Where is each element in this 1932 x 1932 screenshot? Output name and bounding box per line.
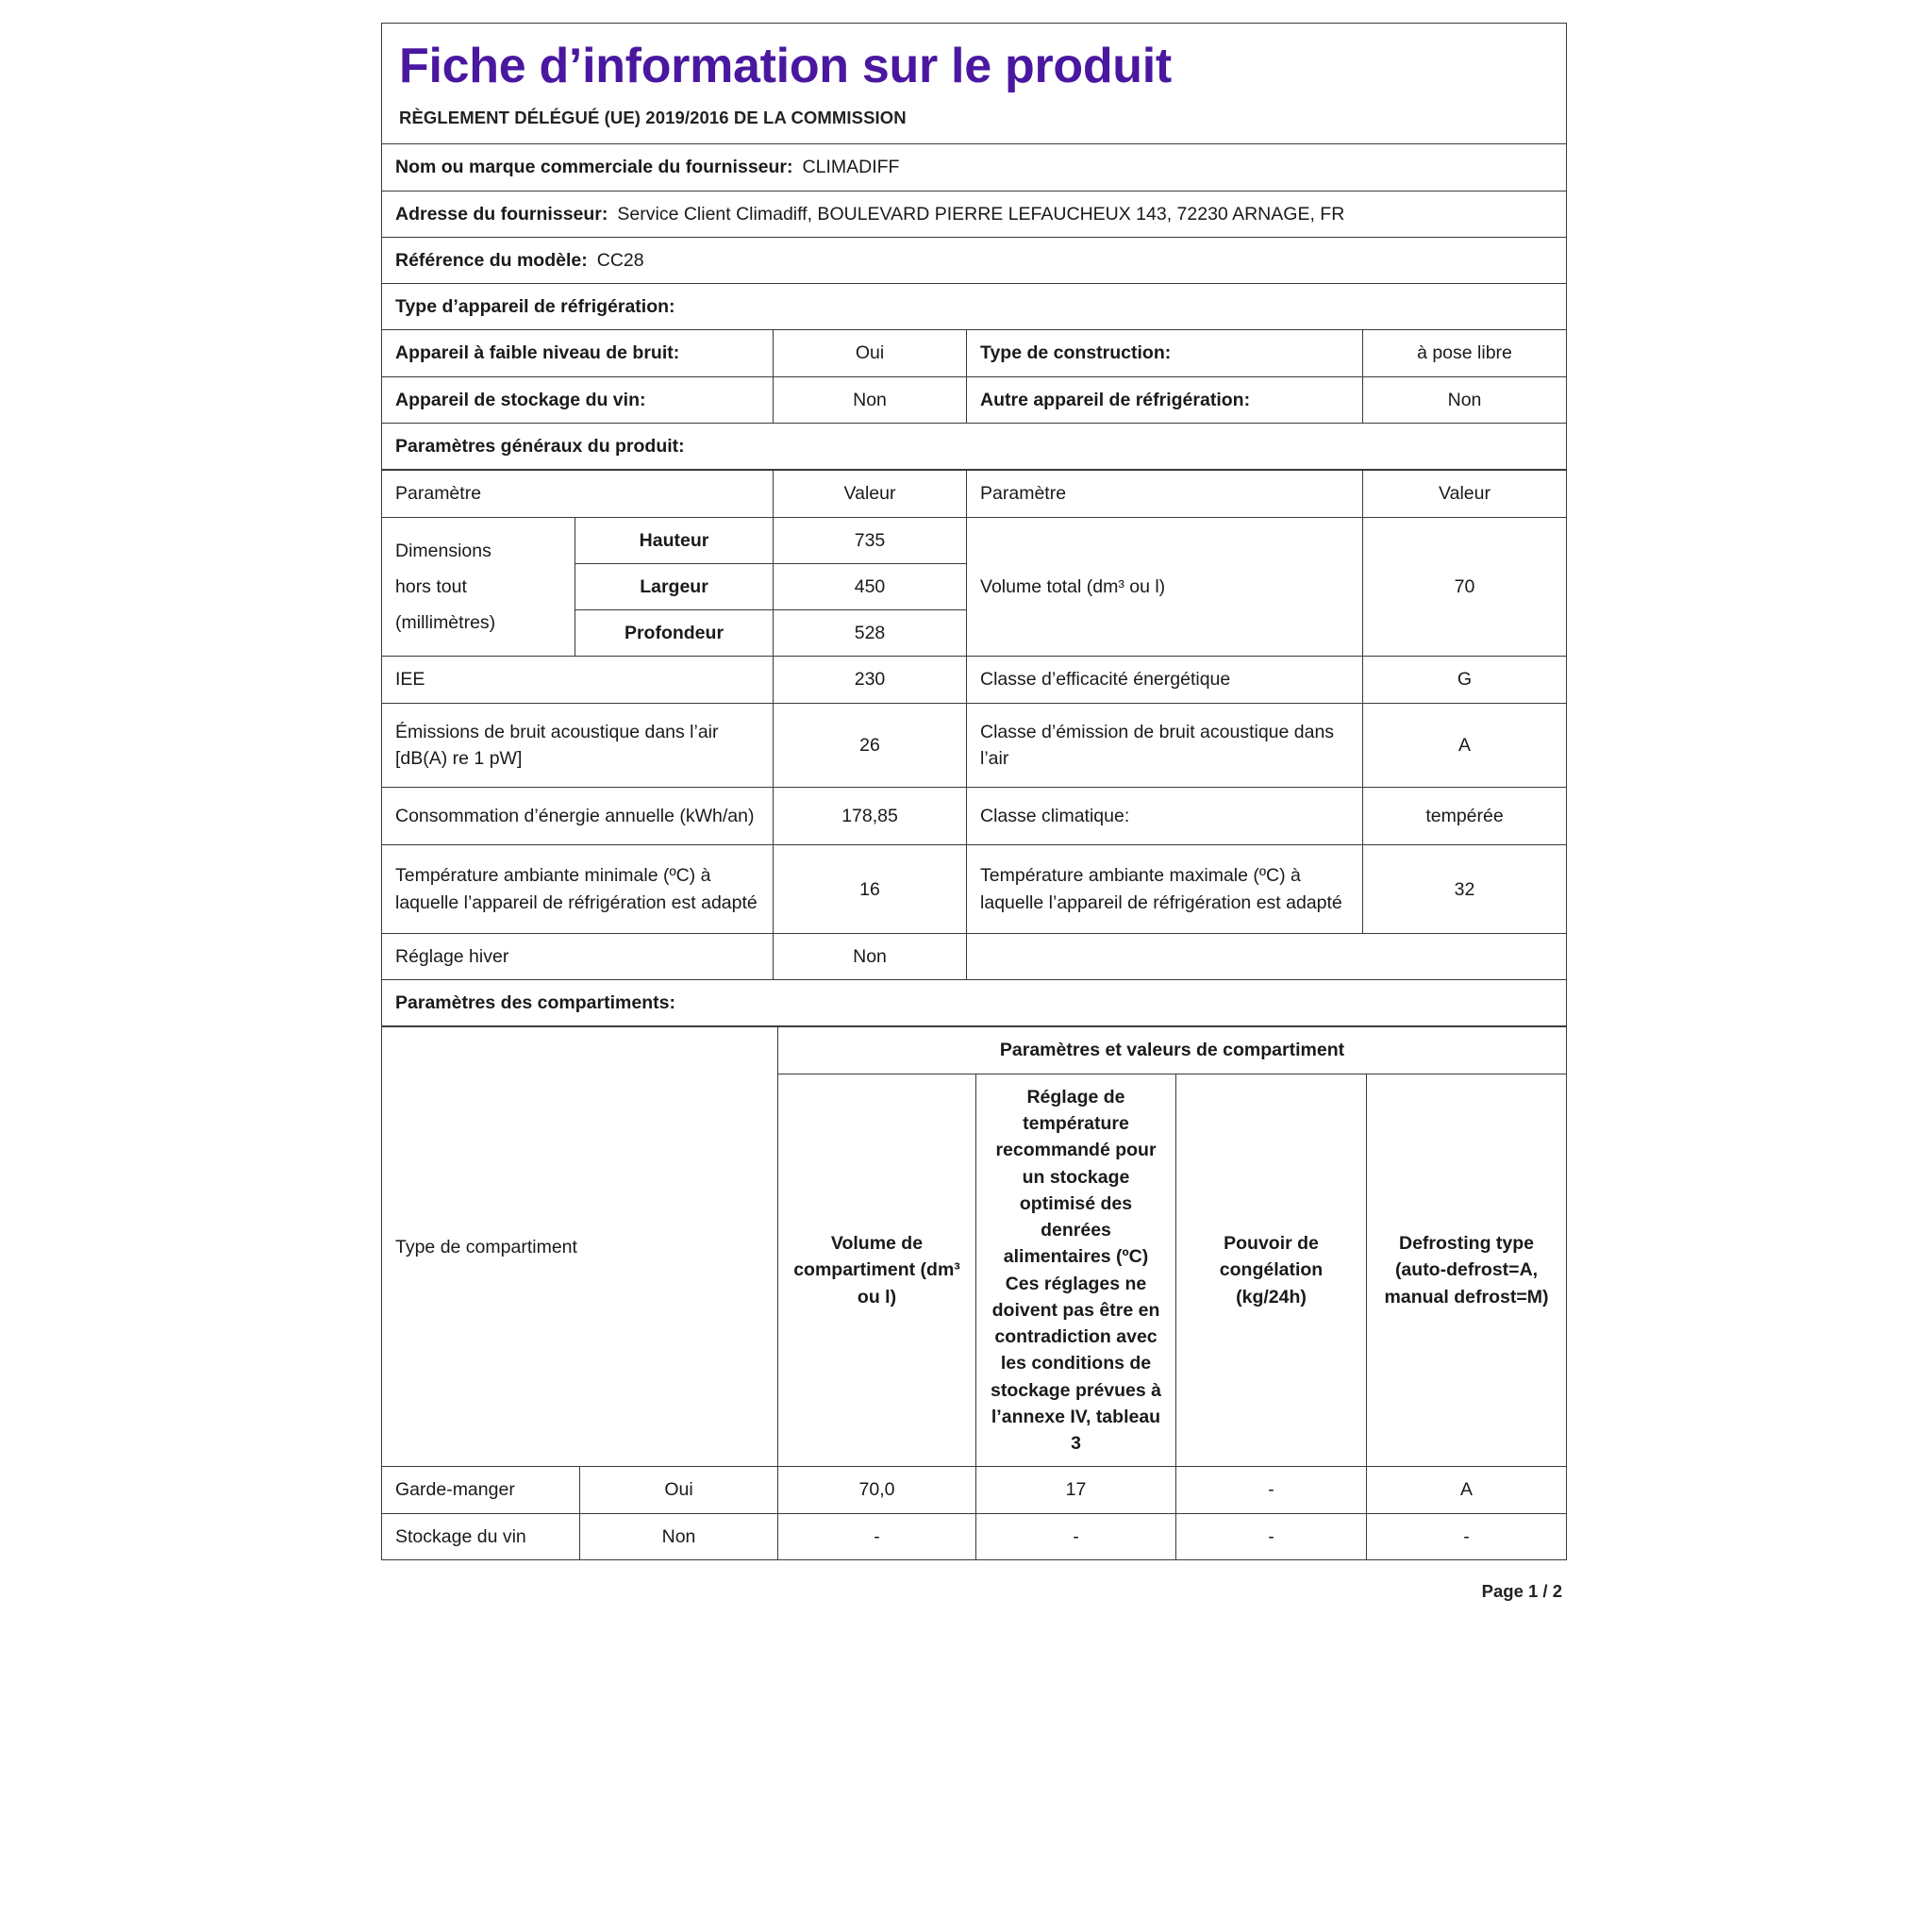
total-volume-value: 70 [1363, 517, 1567, 657]
compartment-group-header-row [382, 1027, 1567, 1074]
model-reference-label: Référence du modèle: [395, 249, 588, 271]
compartment-row-type-wine: Stockage du vin [382, 1513, 580, 1559]
construction-type-value: à pose libre [1363, 330, 1567, 376]
dimension-name-hauteur: Hauteur [575, 517, 774, 563]
annual-consumption-label: Consommation d’énergie annuelle (kWh/an) [382, 788, 774, 845]
compartment-volume-header: Volume de compartiment (dm³ ou l) [778, 1074, 976, 1467]
annual-consumption-row [382, 788, 1567, 845]
model-reference-value: CC28 [596, 249, 644, 271]
low-noise-label: Appareil à faible niveau de bruit: [382, 330, 774, 376]
general-column-header-row [382, 471, 1567, 517]
winter-setting-label: Réglage hiver [382, 933, 774, 979]
ambient-max-label: Température ambiante maximale (ºC) à laquelle l’appareil de réfrigération est adapté [967, 845, 1363, 934]
winter-setting-value: Non [774, 933, 967, 979]
supplier-address-value: Service Client Climadiff, BOULEVARD PIERRE LEFAUCHEUX 143, 72230 ARNAGE, FR [617, 203, 1345, 225]
compartment-temperature-header: Réglage de température recommandé pour un stockage optimisé des denrées alimentaires (ºC) Ces réglages ne doivent pas être en contradiction avec les conditions de stockage prévues à l’annexe IV, tableau 3 [976, 1074, 1176, 1467]
compartment-row-temperature-pantry: 17 [976, 1467, 1176, 1513]
wine-storage-value: Non [774, 376, 967, 423]
compartment-row-defrost-pantry: A [1367, 1467, 1567, 1513]
compartments-heading: Paramètres des compartiments: [382, 980, 1567, 1026]
supplier-name-value: CLIMADIFF [802, 157, 900, 178]
dimension-name-profondeur: Profondeur [575, 610, 774, 657]
column-header-value-right: Valeur [1363, 471, 1567, 517]
dimension-value-largeur: 450 [774, 563, 967, 609]
compartment-defrosting-type-header: Defrosting type (auto-defrost=A, manual defrost=M) [1367, 1074, 1567, 1467]
noise-emission-value: 26 [774, 703, 967, 788]
winter-setting-row [382, 933, 1567, 979]
compartment-row-power-wine: - [1176, 1513, 1367, 1559]
other-appliance-value: Non [1363, 376, 1567, 423]
compartment-row-present-wine: Non [580, 1513, 778, 1559]
iee-label: IEE [382, 657, 774, 703]
fiche-sheet [381, 23, 1566, 1560]
dimension-value-profondeur: 528 [774, 610, 967, 657]
page-footer: Page 1 / 2 [1481, 1580, 1562, 1601]
low-noise-value: Oui [774, 330, 967, 376]
dimensions-label-line3: (millimètres) [395, 612, 496, 634]
climate-class-value: tempérée [1363, 788, 1567, 845]
ambient-temperature-row [382, 845, 1567, 934]
supplier-address-row [382, 191, 1567, 237]
supplier-address-label: Adresse du fournisseur: [395, 203, 608, 225]
low-noise-row [382, 330, 1567, 376]
noise-class-value: A [1363, 703, 1567, 788]
column-header-parameter-left: Paramètre [382, 471, 774, 517]
annual-consumption-value: 178,85 [774, 788, 967, 845]
general-parameters-heading: Paramètres généraux du produit: [382, 424, 1567, 470]
dimension-value-hauteur: 735 [774, 517, 967, 563]
dimensions-label-cell [382, 517, 575, 657]
title-cell [382, 24, 1567, 144]
general-parameters-table [381, 470, 1567, 1026]
compartment-row-power-pantry: - [1176, 1467, 1367, 1513]
compartment-row-volume-wine: - [778, 1513, 976, 1559]
total-volume-label: Volume total (dm³ ou l) [967, 517, 1363, 657]
compartment-row-temperature-wine: - [976, 1513, 1176, 1559]
noise-emission-label: Émissions de bruit acoustique dans l’air [dB(A) re 1 pW] [382, 703, 774, 788]
compartment-row-type-pantry: Garde-manger [382, 1467, 580, 1513]
page-title: Fiche d’information sur le produit [399, 39, 1172, 93]
winter-setting-empty-cell [967, 933, 1567, 979]
compartment-row-present-pantry: Oui [580, 1467, 778, 1513]
supplier-address-cell [382, 191, 1567, 237]
supplier-name-row [382, 144, 1567, 191]
other-appliance-label: Autre appareil de réfrigération: [967, 376, 1363, 423]
construction-type-label: Type de construction: [967, 330, 1363, 376]
wine-storage-row [382, 376, 1567, 423]
column-header-parameter-right: Paramètre [967, 471, 1363, 517]
climate-class-label: Classe climatique: [967, 788, 1363, 845]
model-reference-cell [382, 237, 1567, 283]
noise-class-label: Classe d’émission de bruit acoustique dans l’air [967, 703, 1363, 788]
ambient-min-label: Température ambiante minimale (ºC) à laquelle l’appareil de réfrigération est adapté [382, 845, 774, 934]
column-header-value-left: Valeur [774, 471, 967, 517]
compartments-heading-row [382, 980, 1567, 1026]
dimensions-height-row [382, 517, 1567, 563]
header-and-identification-table [381, 23, 1567, 470]
compartments-table [381, 1026, 1567, 1560]
table-row [382, 1467, 1567, 1513]
energy-class-value: G [1363, 657, 1567, 703]
iee-value: 230 [774, 657, 967, 703]
supplier-name-label: Nom ou marque commerciale du fournisseur: [395, 157, 793, 178]
compartment-freezing-power-header: Pouvoir de congélation (kg/24h) [1176, 1074, 1367, 1467]
iee-row [382, 657, 1567, 703]
energy-class-label: Classe d’efficacité énergétique [967, 657, 1363, 703]
dimensions-label-line1: Dimensions [395, 540, 491, 561]
compartment-type-header: Type de compartiment [382, 1027, 778, 1467]
ambient-min-value: 16 [774, 845, 967, 934]
dimensions-label-line2: hors tout [395, 575, 467, 597]
regulation-subtitle: RÈGLEMENT DÉLÉGUÉ (UE) 2019/2016 DE LA COMMISSION [399, 107, 907, 127]
table-row [382, 1513, 1567, 1559]
noise-emission-row [382, 703, 1567, 788]
wine-storage-label: Appareil de stockage du vin: [382, 376, 774, 423]
compartment-row-defrost-wine: - [1367, 1513, 1567, 1559]
appliance-type-heading: Type d’appareil de réfrigération: [382, 284, 1567, 330]
ambient-max-value: 32 [1363, 845, 1567, 934]
compartment-values-group-header: Paramètres et valeurs de compartiment [778, 1027, 1567, 1074]
appliance-type-heading-row [382, 284, 1567, 330]
compartment-row-volume-pantry: 70,0 [778, 1467, 976, 1513]
general-parameters-heading-row [382, 424, 1567, 470]
title-row [382, 24, 1567, 144]
model-reference-row [382, 237, 1567, 283]
dimension-name-largeur: Largeur [575, 563, 774, 609]
supplier-name-cell [382, 144, 1567, 191]
